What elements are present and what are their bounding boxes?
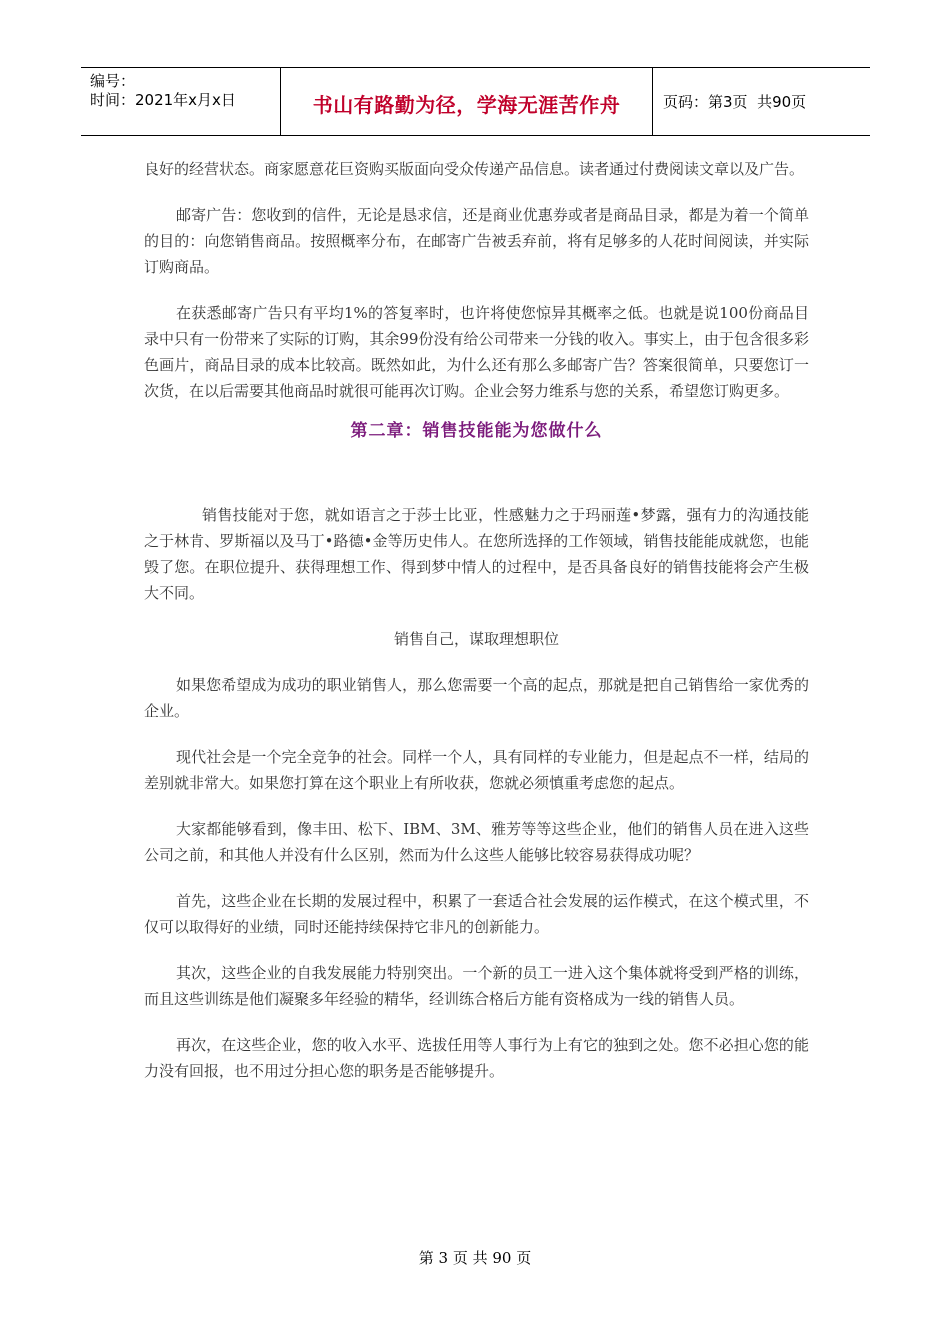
footer-page-number: 第 3 页 共 90 页: [418, 1249, 532, 1267]
section-subheading: 销售自己，谋取理想职位: [393, 630, 559, 648]
paragraph-10: 再次，在这些企业，您的收入水平、选拔任用等人事行为上有它的独到之处。您不必担心您的能力没有回报，也不用过分担心您的职务是否能够提升。: [144, 1036, 809, 1080]
paragraph-9: 其次，这些企业的自我发展能力特别突出。一个新的员工一进入这个集体就将受到严格的训练，而且这些训练是他们凝聚多年经验的精华，经训练合格后方能有资格成为一线的销售人员。: [144, 964, 809, 1008]
header-meta-cell: [81, 68, 281, 135]
page-body: [144, 156, 809, 1104]
header-motto-cell: [281, 68, 653, 135]
header-page-cell: [653, 68, 870, 135]
document-time-label: 时间：2021年x月x日: [90, 91, 236, 109]
paragraph-3: 在获悉邮寄广告只有平均1%的答复率时，也许将使您惊异其概率之低。也就是说100份商品目录中只有一份带来了实际的订购，其余99份没有给公司带来一分钱的收入。事实上，由于包含很多彩色画片，商品目录的成本比较高。既然如此，为什么还有那么多邮寄广告？答案很简单，只要您订一次货，在以后需要其他商品时就很可能再次订购。企业会努力维系与您的关系，希望您订购更多。: [144, 304, 809, 400]
paragraph-4: 销售技能对于您，就如语言之于莎士比亚，性感魅力之于玛丽莲•梦露，强有力的沟通技能之于林肯、罗斯福以及马丁•路德•金等历史伟人。在您所选择的工作领域，销售技能能成就您，也能毁了您。在职位提升、获得理想工作、得到梦中情人的过程中，是否具备良好的销售技能将会产生极大不同。: [144, 506, 809, 602]
paragraph-5: 如果您希望成为成功的职业销售人，那么您需要一个高的起点，那就是把自己销售给一家优秀的企业。: [144, 676, 809, 720]
header-motto: 书山有路勤为径，学海无涯苦作舟: [312, 93, 621, 117]
paragraph-1: 良好的经营状态。商家愿意花巨资购买版面向受众传递产品信息。读者通过付费阅读文章以及广告。: [144, 160, 805, 178]
paragraph-8: 首先，这些企业在长期的发展过程中，积累了一套适合社会发展的运作模式，在这个模式里，不仅可以取得好的业绩，同时还能持续保持它非凡的创新能力。: [144, 892, 809, 936]
paragraph-2: 邮寄广告：您收到的信件，无论是恳求信，还是商业优惠券或者是商品目录，都是为着一个简单的目的：向您销售商品。按照概率分布，在邮寄广告被丢弃前，将有足够多的人花时间阅读，并实际订购商品。: [144, 206, 809, 276]
document-number-label: 编号：: [90, 72, 136, 90]
header-page-number: 页码：第3页 共90页: [663, 93, 807, 111]
page-header: [81, 67, 870, 136]
paragraph-6: 现代社会是一个完全竞争的社会。同样一个人，具有同样的专业能力，但是起点不一样，结局的差别就非常大。如果您打算在这个职业上有所收获，您就必须慎重考虑您的起点。: [144, 748, 809, 792]
page-footer: [0, 1247, 950, 1268]
chapter-title: 第二章：销售技能能为您做什么: [350, 421, 603, 441]
paragraph-7: 大家都能够看到，像丰田、松下、IBM、3M、雅芳等等这些企业，他们的销售人员在进入这些公司之前，和其他人并没有什么区别，然而为什么这些人能够比较容易获得成功呢？: [144, 820, 809, 864]
